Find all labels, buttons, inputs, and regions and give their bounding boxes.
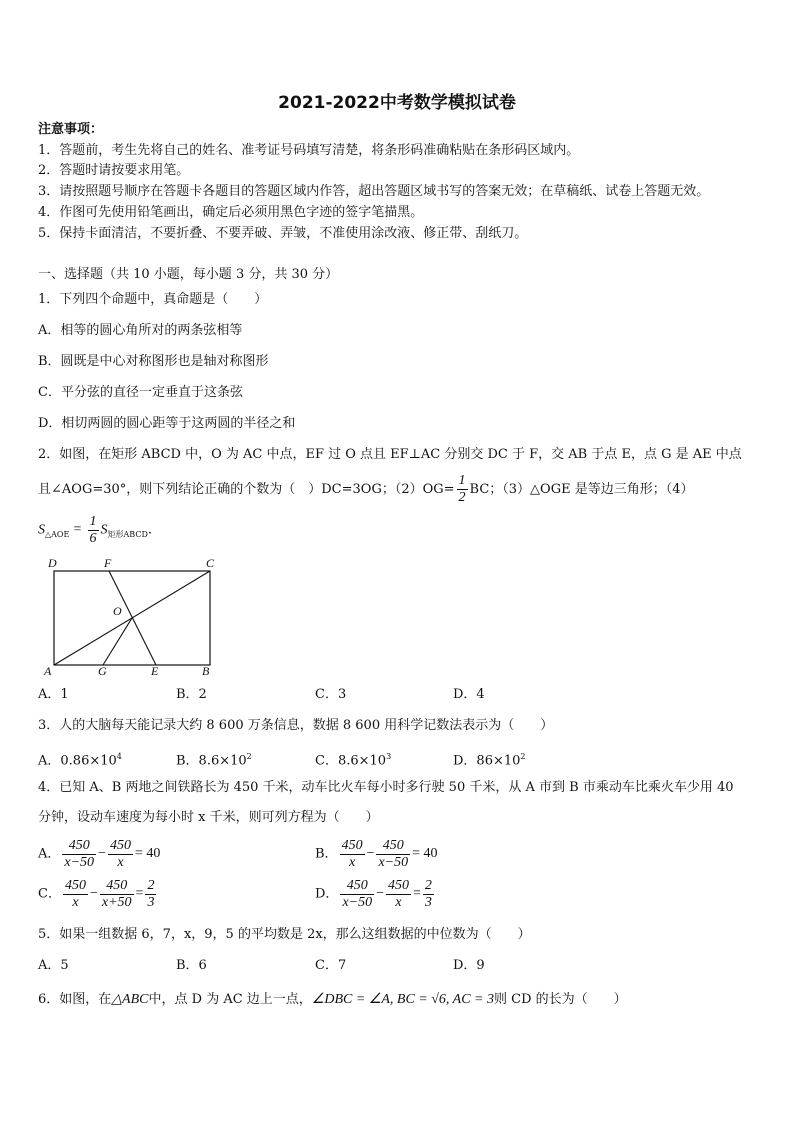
fraction-denominator: x <box>117 854 124 870</box>
fraction-numerator: 1 <box>89 513 97 529</box>
notice-item: 2．答题时请按要求用笔。 <box>38 163 190 178</box>
question-4-line1: 4．已知 A、B 两地之间铁路长为 450 千米，动车比火车每小时多行驶 50 千米，从 A 市到 B 市乘动车比乘火车少用 40 <box>38 780 734 795</box>
fraction <box>376 838 410 871</box>
area-subscript: △AOE <box>45 530 70 540</box>
fraction-denominator: 3 <box>424 894 432 910</box>
fraction <box>100 878 134 911</box>
segment-og <box>103 618 132 665</box>
option-base: C．8.6×10 <box>315 753 387 769</box>
minus-sign: − <box>376 886 385 901</box>
question-3-stem: 3．人的大脑每天能记录大约 8 600 万条信息，数据 8 600 用科学记数法表示为（ ） <box>38 718 554 733</box>
q2-line2-text-b: BC；（3）△OGE 是等边三角形；（4） <box>469 482 694 497</box>
minus-sign: − <box>366 846 375 861</box>
equals-sign: = <box>73 522 82 537</box>
q6-text-a: 6．如图，在 <box>38 992 112 1007</box>
notice-item: 1．答题前，考生先将自己的姓名、准考证号码填写清楚，将条形码准确粘贴在条形码区域内。 <box>38 143 580 158</box>
equals-sign: = <box>413 886 421 901</box>
question-6-stem <box>38 991 627 1009</box>
fraction-denominator: x <box>72 894 79 910</box>
q1-option-c: C．平分弦的直径一定垂直于这条弦 <box>38 385 243 400</box>
question-1-stem: 1．下列四个命题中，真命题是（ ） <box>38 292 268 307</box>
fraction-denominator: 3 <box>147 894 155 910</box>
q2-fraction-sixth <box>88 514 99 547</box>
fraction <box>145 878 156 911</box>
question-4-line2: 分钟，设动车速度为每小时 x 千米，则可列方程为（ ） <box>38 810 379 825</box>
fraction <box>108 838 133 871</box>
fraction-denominator: x+50 <box>101 894 132 910</box>
q2-fraction-half <box>457 473 468 506</box>
label-d: D <box>48 556 57 570</box>
question-5-stem: 5．如果一组数据 6，7，x，9，5 的平均数是 2x，那么这组数据的中位数为（ ） <box>38 927 531 942</box>
fraction-numerator: 450 <box>388 877 410 893</box>
equals-sign: = <box>135 886 144 901</box>
fraction <box>63 878 88 911</box>
fraction-denominator: x−50 <box>342 894 373 910</box>
fraction <box>340 838 365 871</box>
fraction-numerator: 2 <box>147 877 155 893</box>
q1-option-b: B．圆既是中心对称图形也是轴对称图形 <box>38 354 269 369</box>
fraction-numerator: 450 <box>62 838 96 855</box>
q6-triangle: △ABC <box>111 992 149 1007</box>
area-symbol: S <box>100 522 108 538</box>
fraction-numerator: 450 <box>109 837 131 853</box>
notice-item: 4．作图可先使用铅笔画出，确定后必须用黑色字迹的签字笔描黑。 <box>38 205 424 220</box>
label-o: O <box>113 604 122 618</box>
q2-option-d: D．4 <box>453 687 485 702</box>
q4-option-c <box>38 876 158 913</box>
q6-text-c: 则 CD 的长为（ ） <box>494 992 627 1007</box>
fraction-denominator: x <box>348 854 356 870</box>
fraction-numerator: 450 <box>340 878 374 895</box>
period: . <box>147 522 152 538</box>
label-g: G <box>98 664 107 678</box>
fraction-numerator: 450 <box>341 837 363 853</box>
q6-condition: ∠DBC = ∠A, BC = √6, AC = 3 <box>311 992 495 1007</box>
q3-option-c <box>315 748 391 770</box>
option-exponent: 2 <box>246 752 252 761</box>
question-2-line3 <box>38 512 152 553</box>
notice-heading: 注意事项： <box>38 122 104 137</box>
option-base: D．86×10 <box>453 753 521 769</box>
option-label: C． <box>38 886 61 902</box>
option-label: D． <box>315 886 339 902</box>
fraction-denominator: x−50 <box>378 854 409 870</box>
fraction <box>386 878 411 911</box>
q5-option-a: A．5 <box>38 958 69 973</box>
label-c: C <box>206 556 215 570</box>
label-a: A <box>44 664 52 678</box>
option-exponent: 3 <box>386 752 392 761</box>
label-b: B <box>202 664 210 678</box>
q3-option-d <box>453 748 526 770</box>
fraction <box>340 878 374 911</box>
notice-item: 5．保持卡面清洁，不要折叠、不要弄破、弄皱，不准使用涂改液、修正带、刮纸刀。 <box>38 226 528 241</box>
fraction <box>62 838 96 871</box>
q4-option-d <box>315 876 436 913</box>
fraction-numerator: 450 <box>376 838 410 855</box>
q1-option-d: D．相切两圆的圆心距等于这两圆的半径之和 <box>38 416 296 431</box>
q2-line2-text-a: 且∠AOG=30°，则下列结论正确的个数为（ ）DC=3OG；（2）OG= <box>38 482 455 497</box>
question-2-line2 <box>38 472 694 508</box>
section-heading: 一、选择题（共 10 小题，每小题 3 分，共 30 分） <box>38 267 339 282</box>
q4-option-b <box>315 836 438 873</box>
q2-option-b: B．2 <box>176 687 207 702</box>
q4-option-a <box>38 836 160 873</box>
option-base: A．0.86×10 <box>38 753 117 769</box>
option-label: A． <box>38 846 61 862</box>
q6-text-b: 中，点 D 为 AC 边上一点， <box>148 992 312 1007</box>
fraction-numerator: 1 <box>458 473 466 488</box>
notice-item: 3．请按照题号顺序在答题卡各题目的答题区域内作答，超出答题区域书写的答案无效；在草稿纸、试卷上答题无效。 <box>38 184 710 199</box>
fraction-numerator: 450 <box>64 877 86 893</box>
q2-option-a: A．1 <box>38 687 69 702</box>
q3-option-b <box>176 748 252 770</box>
q5-option-c: C．7 <box>315 958 347 973</box>
option-exponent: 2 <box>520 752 526 761</box>
fraction-denominator: x−50 <box>64 854 95 870</box>
q2-option-c: C．3 <box>315 687 347 702</box>
q3-option-a <box>38 748 122 770</box>
fraction <box>423 878 434 911</box>
fraction-denominator: 2 <box>458 490 466 505</box>
q1-option-a: A．相等的圆心角所对的两条弦相等 <box>38 323 243 338</box>
fraction-numerator: 450 <box>100 878 134 895</box>
area-subscript: 矩形ABCD <box>107 530 148 540</box>
equation-rhs: = 40 <box>412 846 438 861</box>
fraction-numerator: 2 <box>424 877 432 893</box>
label-f: F <box>104 556 112 570</box>
option-label: B． <box>315 846 338 862</box>
page-title: 2021-2022中考数学模拟试卷 <box>278 93 516 113</box>
label-e: E <box>151 664 159 678</box>
rectangle-figure <box>40 553 225 678</box>
area-symbol: S <box>38 522 45 538</box>
equation-rhs: = 40 <box>134 846 161 861</box>
q5-option-b: B．6 <box>176 958 207 973</box>
q5-option-d: D．9 <box>453 958 485 973</box>
option-base: B．8.6×10 <box>176 753 247 769</box>
segment-ef <box>109 571 156 665</box>
fraction-denominator: x <box>395 894 402 910</box>
minus-sign: − <box>89 886 98 901</box>
fraction-denominator: 6 <box>89 530 97 546</box>
minus-sign: − <box>98 846 106 861</box>
option-exponent: 4 <box>116 752 122 761</box>
question-2-line1: 2．如图，在矩形 ABCD 中，O 为 AC 中点，EF 过 O 点且 EF⊥AC 分别交 DC 于 F，交 AB 于点 E，点 G 是 AE 中点 <box>38 447 742 462</box>
